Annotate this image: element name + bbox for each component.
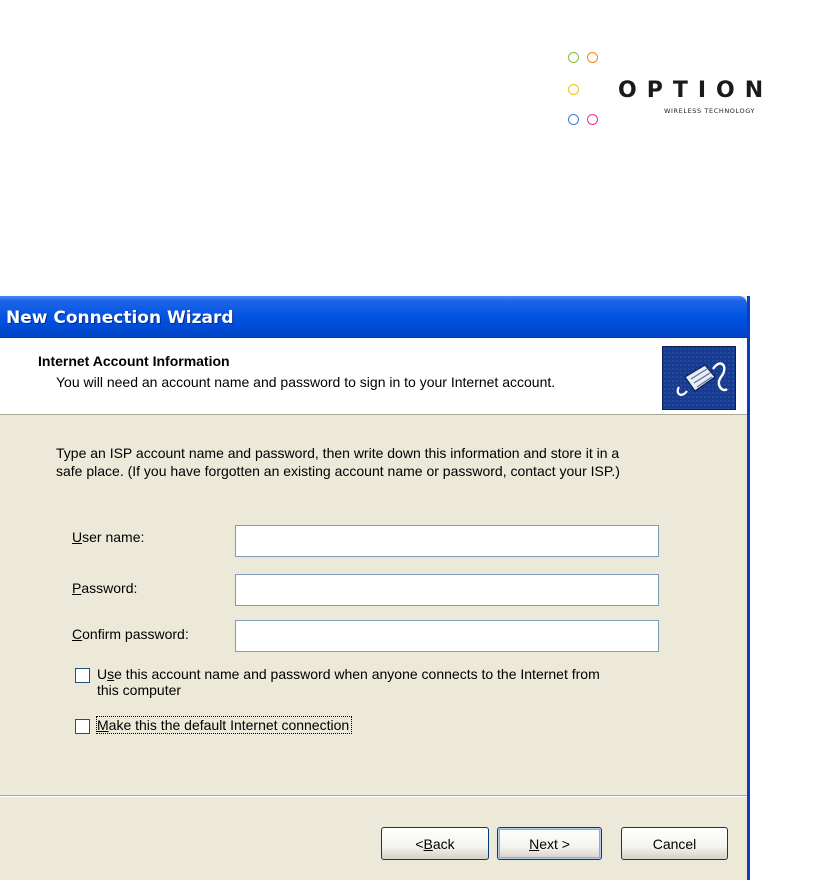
header-subtitle: You will need an account name and password to sign in to your Internet account. <box>56 374 556 390</box>
logo-ring <box>587 114 598 125</box>
logo-ring <box>568 52 579 63</box>
confirm-password-input[interactable] <box>235 620 659 652</box>
logo-wordmark: OPTION <box>618 78 774 103</box>
confirm-password-label: Confirm password: <box>72 626 189 642</box>
title-bar[interactable] <box>0 296 747 338</box>
wizard-window <box>0 296 750 880</box>
default-connection-checkbox[interactable] <box>75 719 90 734</box>
password-label: Password: <box>72 580 138 596</box>
back-button[interactable]: < B ack <box>381 827 489 860</box>
logo-ring <box>568 84 579 95</box>
option-logo <box>566 52 816 132</box>
use-for-all-users-checkbox[interactable] <box>75 668 90 683</box>
footer-divider <box>0 795 747 797</box>
instructions <box>56 444 726 480</box>
cancel-button[interactable]: Cancel <box>621 827 728 860</box>
password-input[interactable] <box>235 574 659 606</box>
wizard-header <box>0 338 747 415</box>
default-connection-label[interactable]: Make this the default Internet connection <box>97 717 350 733</box>
wizard-connection-icon <box>662 346 736 410</box>
use-for-all-users-label[interactable]: Use this account name and password when anyone connects to the Internet from this computer <box>97 666 600 698</box>
header-title: Internet Account Information <box>38 353 230 369</box>
logo-ring <box>568 114 579 125</box>
username-label: User name: <box>72 529 145 545</box>
username-input[interactable] <box>235 525 659 557</box>
logo-tagline: WIRELESS TECHNOLOGY <box>664 107 756 115</box>
logo-ring <box>587 52 598 63</box>
instructions-line-2: safe place. (If you have forgotten an existing account name or password, contact your ISP.) <box>56 463 620 479</box>
next-button[interactable]: N ext > <box>497 827 602 860</box>
instructions-line-1: Type an ISP account name and password, then write down this information and store it in a <box>56 445 620 461</box>
window-title: New Connection Wizard <box>6 308 234 328</box>
